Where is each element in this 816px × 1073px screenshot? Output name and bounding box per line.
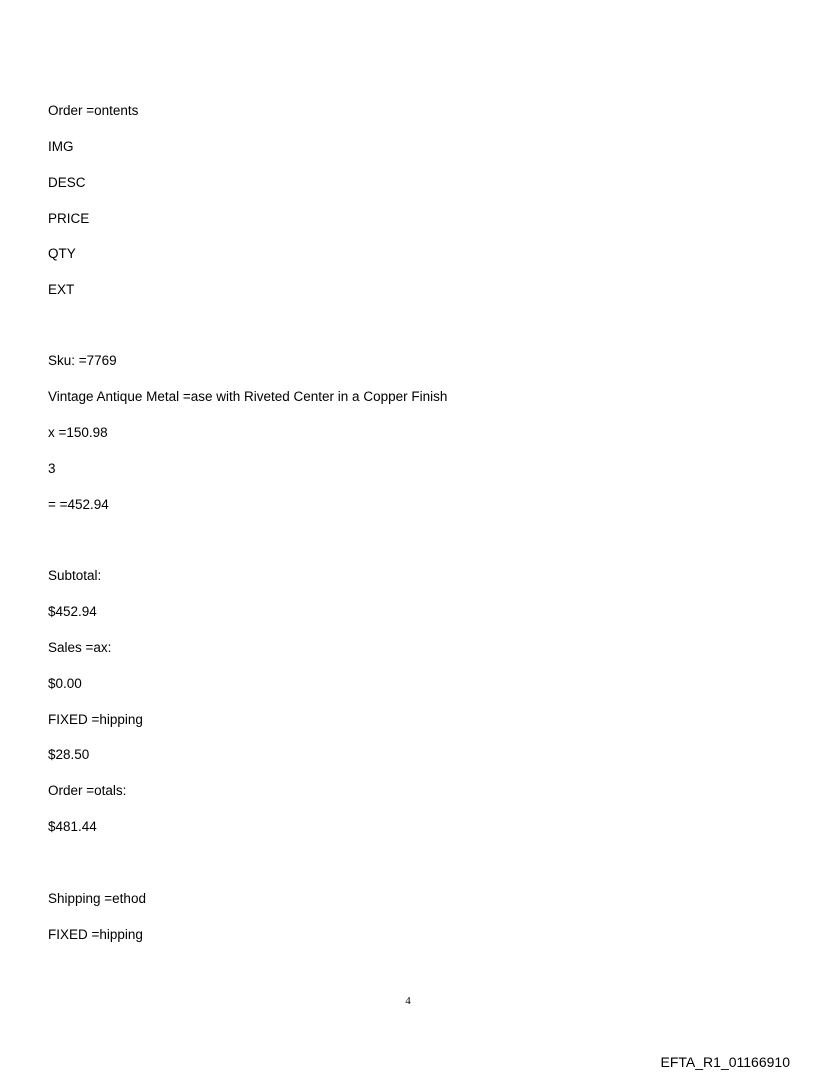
column-header-price: PRICE (48, 211, 90, 226)
subtotal-value: $452.94 (48, 604, 97, 619)
order-totals-label: Order =otals: (48, 783, 127, 798)
shipping-method-value: FIXED =hipping (48, 927, 143, 942)
shipping-method-label: Shipping =ethod (48, 891, 146, 906)
item-price: x =150.98 (48, 425, 108, 440)
order-contents-heading: Order =ontents (48, 103, 139, 118)
item-sku: Sku: =7769 (48, 353, 117, 368)
order-totals-value: $481.44 (48, 819, 97, 834)
item-description: Vintage Antique Metal =ase with Riveted Center in a Copper Finish (48, 389, 448, 404)
column-header-qty: QTY (48, 246, 76, 261)
sales-tax-label: Sales =ax: (48, 640, 112, 655)
column-header-img: IMG (48, 139, 74, 154)
page-number: 4 (405, 995, 411, 1007)
shipping-value: $28.50 (48, 747, 90, 762)
item-quantity: 3 (48, 461, 56, 476)
shipping-label: FIXED =hipping (48, 712, 143, 727)
sales-tax-value: $0.00 (48, 676, 82, 691)
item-extended-price: = =452.94 (48, 497, 109, 512)
column-header-desc: DESC (48, 175, 86, 190)
document-id: EFTA_R1_01166910 (660, 1054, 790, 1070)
column-header-ext: EXT (48, 282, 75, 297)
subtotal-label: Subtotal: (48, 568, 102, 583)
